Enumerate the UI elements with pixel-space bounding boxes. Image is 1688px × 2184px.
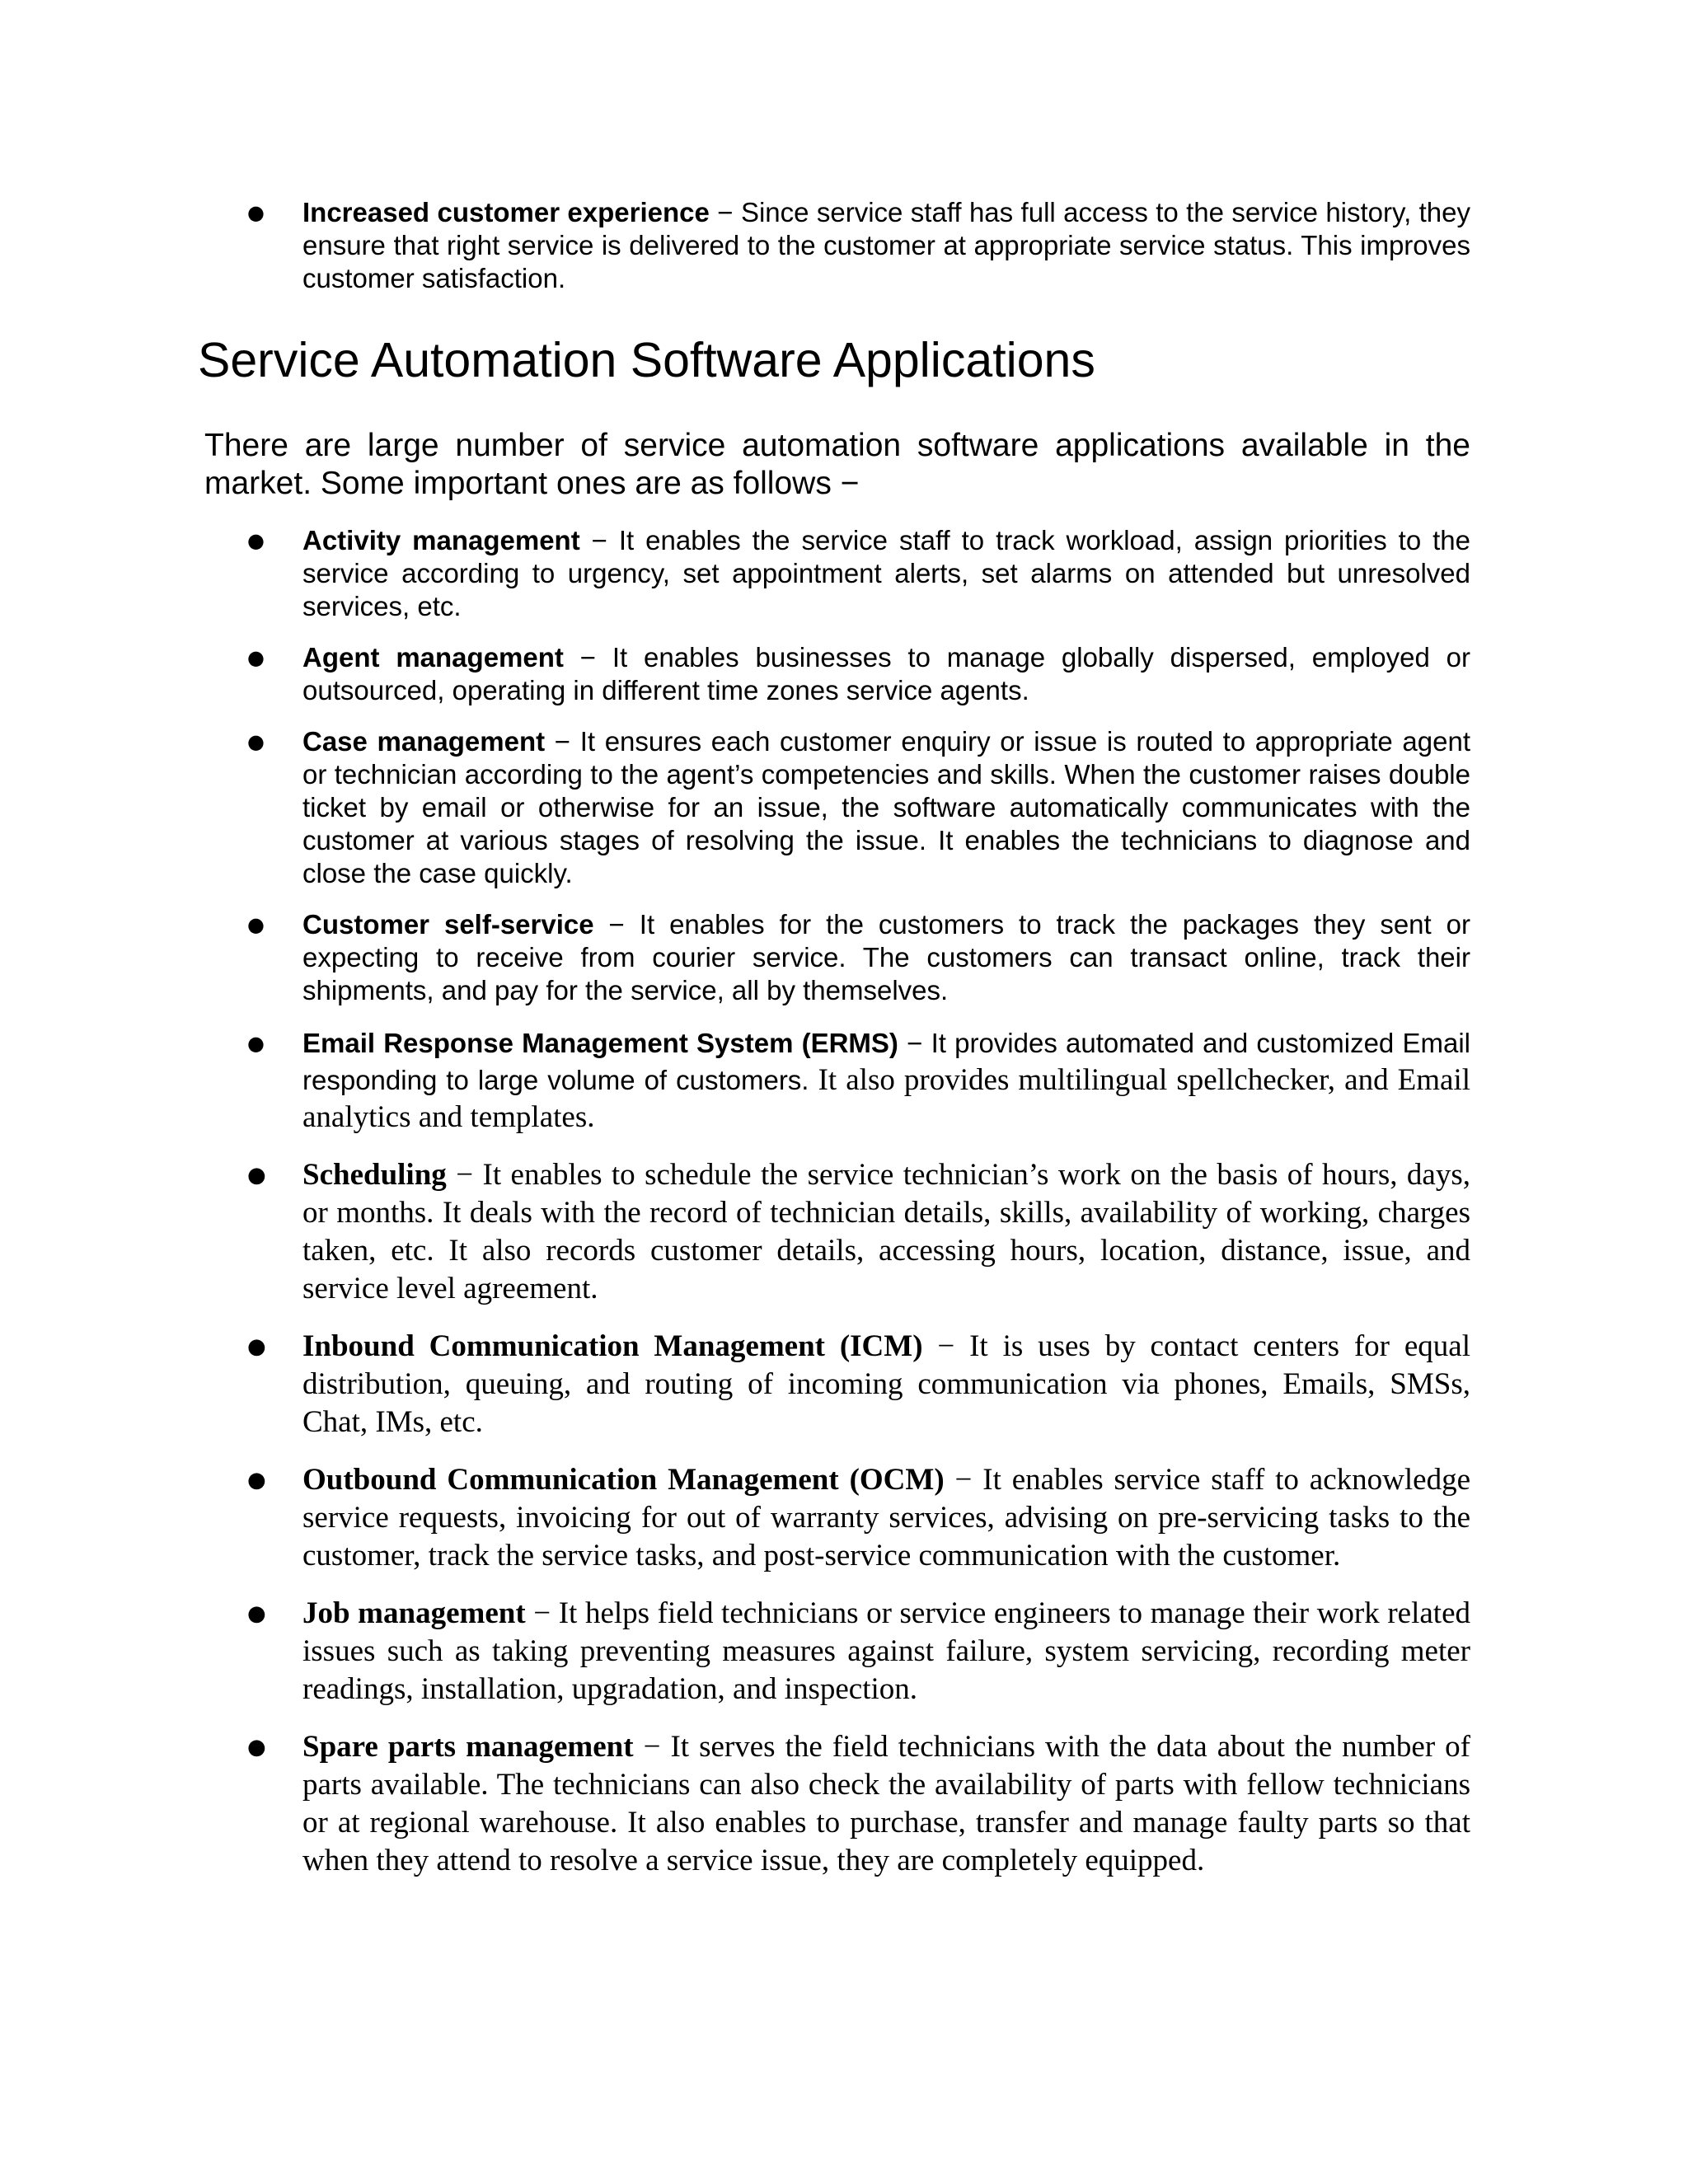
item-term: Activity management (302, 525, 580, 555)
item-term: Inbound Communication Management (ICM) (302, 1329, 923, 1363)
item-text: It serves the field technicians with the data about the number of parts available. The technicians can also check the availability of parts with fellow technicians or at regional warehouse. It also enables to purchase, transfer and manage faulty parts so that when they attend to resolve a service issue, they are completely equipped. (302, 1730, 1471, 1877)
bullet-icon: ● (247, 730, 265, 753)
item-text-continued: It also provides multilingual spellchecker, and Email analytics and templates. (302, 1063, 1471, 1134)
bullet-icon: ● (247, 1334, 266, 1359)
item-term: Customer self-service (302, 909, 594, 940)
item-term: Outbound Communication Management (OCM) (302, 1463, 945, 1497)
list-item-customer-self-service (0, 908, 1688, 1007)
item-term: Increased customer experience (302, 197, 710, 227)
bullet-icon: ● (247, 913, 265, 936)
item-term: Case management (302, 726, 546, 757)
item-separator: − (898, 1028, 931, 1058)
intro-paragraph: There are large number of service automation software applications available in the market. Some important ones are as follows − (204, 428, 1470, 501)
bullet-icon: ● (247, 1735, 266, 1760)
item-text: It helps field technicians or service engineers to manage their work related issues such as taking preventing measures against failure, system servicing, recording meter readings, installation, upgradation, and inspection. (302, 1596, 1470, 1706)
item-separator: − (446, 1158, 483, 1192)
item-term: Spare parts management (302, 1730, 634, 1764)
item-term: Email Response Management System (ERMS) (302, 1028, 898, 1058)
item-separator: − (593, 909, 640, 940)
list-item-ocm (0, 1461, 1688, 1575)
list-item (0, 196, 1688, 295)
item-text: It is uses by contact centers for equal distribution, queuing, and routing of incoming communication via phones, Emails, SMSs, Chat, IMs, etc. (302, 1329, 1470, 1439)
item-separator: − (944, 1463, 983, 1497)
item-text: It ensures each customer enquiry or issue is routed to appropriate agent or technician according to the agent’s competencies and skills. When the customer raises double ticket by email or otherwise for an issue, the software automatically communicates with the customer at various stages of resolving the issue. It enables the technicians to diagnose and close the case quickly. (302, 726, 1470, 888)
list-item-agent-management (0, 641, 1688, 707)
bullet-icon: ● (247, 1032, 265, 1055)
item-term: Scheduling (302, 1158, 447, 1192)
item-separator: − (579, 525, 619, 555)
item-text: Since service staff has full access to the service history, they ensure that right service is delivered to the customer at appropriate service status. This improves customer satisfaction. (302, 197, 1471, 293)
bullet-icon: ● (247, 1163, 266, 1188)
item-text: It enables for the customers to track the packages they sent or expecting to receive from courier service. The customers can transact online, track their shipments, and pay for the service, all by themselves. (302, 909, 1470, 1005)
list-item-icm (0, 1328, 1688, 1441)
bullet-icon: ● (247, 529, 265, 552)
bullet-icon: ● (247, 1601, 266, 1626)
list-item-case-management (0, 725, 1688, 890)
item-term: Agent management (302, 642, 564, 673)
bullet-icon: ● (247, 1468, 266, 1493)
item-separator: − (633, 1730, 671, 1764)
item-text: It enables businesses to manage globally dispersed, employed or outsourced, operating in different time zones service agents. (302, 642, 1471, 705)
applications-list (0, 524, 1688, 1880)
item-separator: − (545, 726, 580, 757)
item-separator: − (922, 1329, 970, 1363)
item-text: It enables the service staff to track workload, assign priorities to the service according to urgency, set appointment alerts, set alarms on attended but unresolved services, etc. (302, 525, 1471, 621)
item-text: It enables to schedule the service technician’s work on the basis of hours, days, or months. It deals with the record of technician details, skills, availability of working, charges taken, etc. It also records customer details, accessing hours, location, distance, issue, and service level agreement. (302, 1158, 1470, 1305)
item-term: Job management (302, 1596, 526, 1630)
list-item-spare-parts-management (0, 1728, 1688, 1880)
bullet-icon: ● (247, 646, 265, 669)
item-separator: − (525, 1596, 559, 1630)
top-bullet-list (0, 196, 1688, 295)
list-item-job-management (0, 1595, 1688, 1708)
item-separator: − (709, 197, 741, 227)
item-text: It provides automated and customized Email responding to large volume of customers. (302, 1028, 1470, 1095)
item-text: It enables service staff to acknowledge service requests, invoicing for out of warranty services, advising on pre-servicing tasks to the customer, track the service tasks, and post-service communication with the customer. (302, 1463, 1470, 1572)
list-item-erms (0, 1025, 1688, 1137)
bullet-icon: ● (247, 201, 265, 224)
section-heading: Service Automation Software Applications (198, 333, 1095, 387)
item-separator: − (563, 642, 612, 673)
list-item-activity-management (0, 524, 1688, 623)
list-item-scheduling (0, 1156, 1688, 1308)
